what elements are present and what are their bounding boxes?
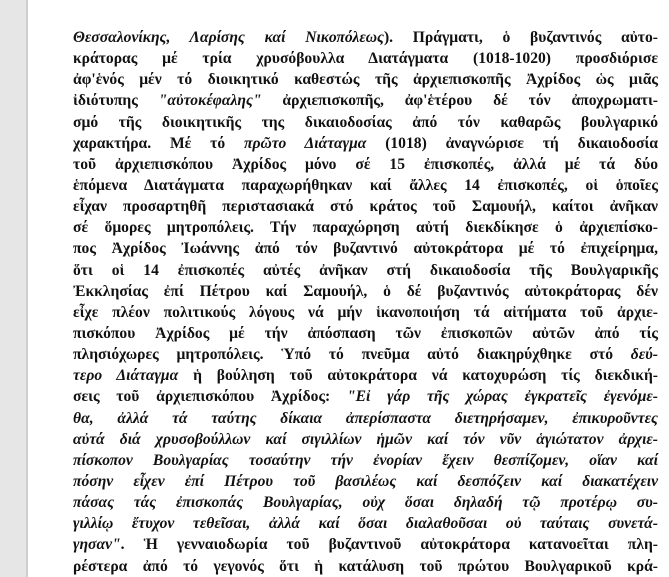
text-segment: ρέστερα ἀπό τό γεγονός ὅτι ἡ κατάλυση τοῦ πρώτου Βουλγαρικοῦ κρά- [73,557,658,575]
viewer-left-margin [0,0,28,577]
text-segment: σμό τῆς διοικητικῆς της δικαιοδοσίας ἀπό τόν καθαρῶς βουλγαρικό [73,113,658,131]
text-segment: ὅτι οἱ 14 ἐπισκοπές αὐτές ἀνῆκαν στή δικαιοδοσία τῆς Βουλγαρικῆς [73,261,658,279]
italic-text: θα, ἀλλά τά ταύτης δίκαια ἀπερίσπαστα διετηρήσαμεν, ἐπικυροῦντες [73,409,658,427]
text-segment: . Ἡ γενναιοδωρία τοῦ βυζαντινοῦ αὐτοκράτορα κατανοεῖται πλη- [120,536,658,554]
text-segment: σέ ὅμορες μητροπόλεις. Τήν παραχώρηση αὐτή διεκδίκησε ὁ ἀρχιεπίσκο- [73,219,658,237]
text-segment: ἀρχιεπισκοπῆς, ἀφ'ἑτέρου δέ τόν ἀποχρωματι- [261,92,659,110]
italic-text: πίσκοπον Βουλγαρίας τοσαύτην τήν ἐνορίαν ἔχειν θεσπίζομεν, οἵαν καί [73,451,658,469]
text-line [73,154,658,175]
italic-text: πρῶτο Διάταγμα [243,134,367,152]
text-segment: Ἐκκλησίας ἐπί Πέτρου καί Σαμουήλ, ὁ δέ βυζαντινός αὐτοκράτορας δέν [73,282,658,300]
text-line [73,471,658,492]
text-line [73,344,658,365]
text-segment: εἶχαν προσαρτηθῆ περιστασιακά στό κράτος τοῦ Σαμουήλ, καίτοι ἀνῆκαν [73,198,658,216]
text-line [73,112,658,133]
text-segment: κράτορας μέ τρία χρυσόβουλλα Διατάγματα (1018-1020) προσδιόρισε [73,50,658,68]
text-segment: σεις τοῦ ἀρχιεπισκόπου Ἀχρίδος: [73,388,347,406]
text-segment: χαρακτήρα. Μέ τό [73,134,244,152]
text-line [73,302,658,323]
text-line [73,260,658,281]
italic-text: "αὐτοκέφαλης" [158,92,262,110]
text-line [73,196,658,217]
italic-text: πάσας τάς ἐπισκοπάς Βουλγαρίας, οὐχ ὅσαι δηλαδή τῷ προτέρῳ συ- [73,494,658,512]
text-segment: ἡ βούληση τοῦ αὐτοκράτορα νά κατοχυρώση τίς διεκδική- [178,367,658,385]
italic-text: "Εἰ γάρ τῆς χώρας ἐγκρατεῖς ἐγενόμε- [346,388,658,406]
italic-text: γησαν" [73,536,121,554]
text-line [73,217,658,238]
text-line [73,429,658,450]
italic-text: δεύ- [630,346,658,364]
text-line [73,513,658,534]
document-page [28,0,669,577]
text-segment: ). Πράγματι, ὁ βυζαντινός αὐτο- [383,29,658,46]
text-line [73,133,658,154]
text-line [73,534,658,555]
body-text [73,27,658,577]
text-segment: πισκόπου Ἀχρίδος μέ τήν ἀπόσπαση τῶν ἐπισκοπῶν αὐτῶν ἀπό τίς [73,324,658,342]
italic-text: Θεσσαλονίκης, Λαρίσης καί Νικοπόλεως [73,29,384,46]
text-line [73,69,658,90]
italic-text: τερο Διάταγμα [73,367,179,385]
text-segment: πλησιόχωρες μητροπόλεις. Ὑπό τό πνεῦμα αὐτό διακηρύχθηκε στό [73,346,631,364]
italic-text: γιλλίῳ ἔτυχον τεθεῖσαι, ἀλλά καί ὅσαι διαλαθοῦσαι οὐ ταύταις συνετά- [73,515,658,533]
text-segment: εἶχε πλέον πολιτικούς λόγους νά μήν ἱκανοποιήση τά αἰτήματα τοῦ ἀρχιε- [73,303,658,321]
text-segment: (1018) ἀναγνώρισε τή δικαιοδοσία [366,134,658,152]
text-line [73,408,658,429]
text-line [73,90,658,111]
text-line [73,450,658,471]
text-line [73,365,658,386]
text-segment: ἑπόμενα Διατάγματα παραχωρήθηκαν καί ἄλλες 14 ἐπισκοπές, οἱ ὁποῖες [73,176,658,194]
italic-text: αὐτά διά χρυσοβούλλων καί σιγιλλίων ἡμῶν καί τόν νῦν ἁγιώτατον ἀρχιε- [73,430,658,448]
text-line [73,386,658,407]
text-segment: πος Ἀχρίδος Ἰωάννης ἀπό τόν βυζαντινό αὐτοκράτορα μέ τό ἐπιχείρημα, [73,240,658,258]
text-line [73,238,658,259]
text-segment: ἰδιότυπης [73,92,159,110]
text-line [73,27,658,48]
text-line [73,281,658,302]
text-line [73,492,658,513]
text-line [73,323,658,344]
text-line [73,48,658,69]
text-line [73,175,658,196]
text-line [73,556,658,577]
text-segment: τοῦ ἀρχιεπισκόπου Ἀχρίδος μόνο σέ 15 ἐπισκοπές, ἀλλά μέ τά δύο [73,155,658,173]
italic-text: πόσην εἶχεν ἐπί Πέτρου τοῦ βασιλέως καί δεσπόζειν καί διακατέχειν [73,472,658,490]
text-segment: ἀφ'ἑνός μέν τό διοικητικό καθεστώς τῆς ἀρχιεπισκοπῆς Ἀχρίδος ὡς μιᾶς [73,71,658,89]
